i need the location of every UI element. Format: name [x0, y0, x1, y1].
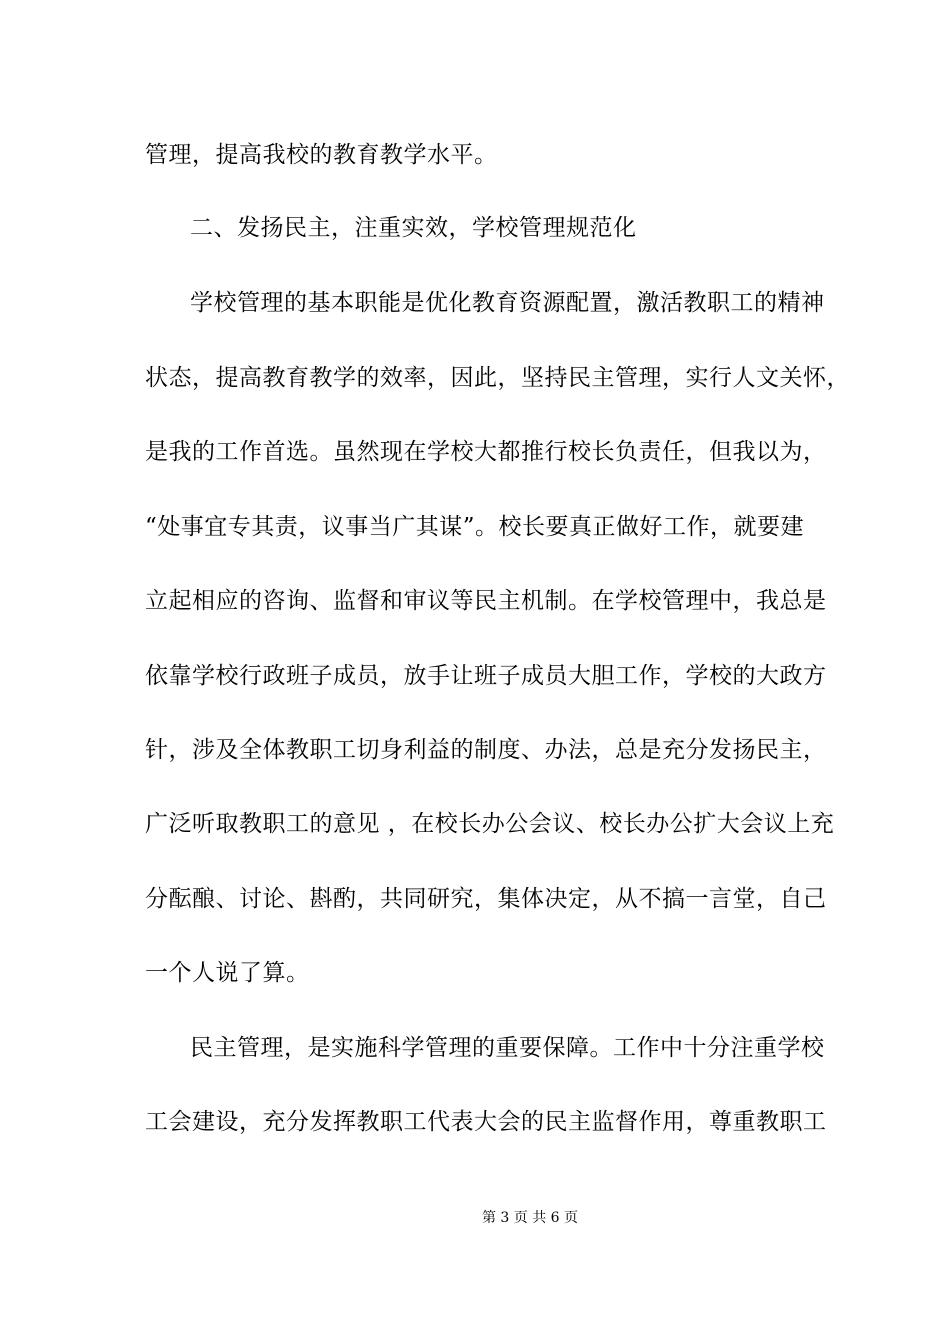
section-heading: 二、发扬民主，注重实效，学校管理规范化 — [190, 215, 637, 241]
text-line: 针，涉及全体教职工切身利益的制度、办法，总是充分发扬民主， — [145, 737, 827, 763]
text-line: 管理，提高我校的教育教学水平。 — [145, 142, 498, 168]
text-line: 工会建设，充分发挥教职工代表大会的民主监督作用，尊重教职工 — [145, 1109, 827, 1135]
text-line: 状态，提高教育教学的效率，因此，坚持民主管理，实行人文关怀， — [145, 365, 850, 391]
text-line: 分酝酿、讨论、斟酌，共同研究，集体决定，从不搞一言堂，自己 — [145, 886, 827, 912]
text-line: 立起相应的咨询、监督和审议等民主机制。在学校管理中，我总是 — [145, 588, 827, 614]
text-line: 是我的工作首选。虽然现在学校大都推行校长负责任，但我以为， — [145, 439, 827, 465]
text-line: 依靠学校行政班子成员，放手让班子成员大胆工作，学校的大政方 — [145, 663, 827, 689]
text-line: 学校管理的基本职能是优化教育资源配置，激活教职工的精神 — [190, 290, 825, 316]
text-line: 民主管理，是实施科学管理的重要保障。工作中十分注重学校 — [190, 1035, 825, 1061]
text-line: 广泛听取教职工的意见 ，在校长办公会议、校长办公扩大会议上充 — [145, 811, 835, 837]
page-number-footer: 第 3 页 共 6 页 — [481, 1210, 579, 1226]
text-line: “处事宜专其责，议事当广其谋”。校长要真正做好工作，就要建 — [145, 514, 805, 540]
text-line: 一个人说了算。 — [145, 960, 310, 986]
